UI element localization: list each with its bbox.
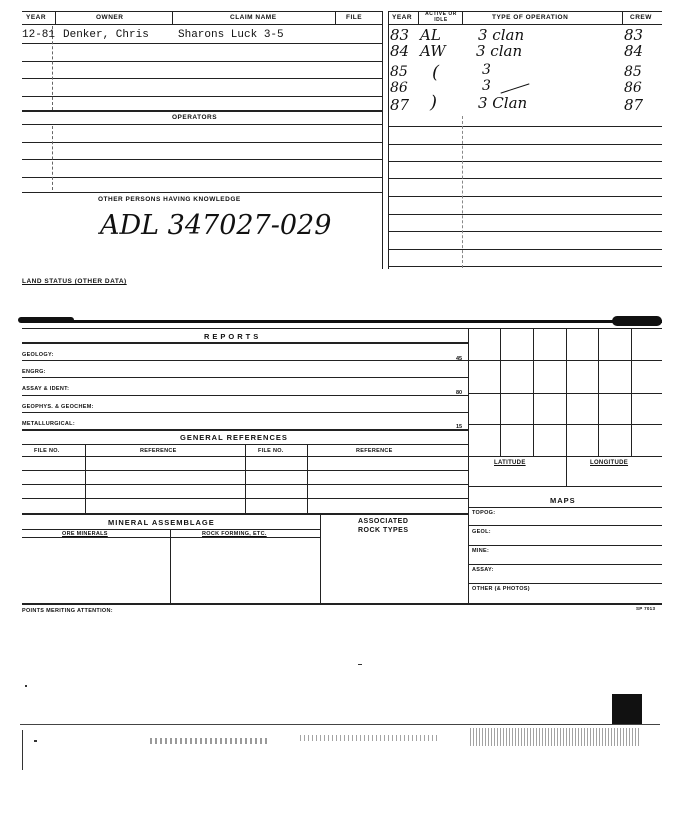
maps-topog-label: TOPOG: — [472, 510, 496, 516]
report-metallurgical-num: 15 — [456, 424, 463, 430]
operators-label: OPERATORS — [172, 114, 218, 121]
report-geology-num: 45 — [456, 356, 463, 362]
maps-title: MAPS — [550, 496, 576, 505]
binder-mark-right — [612, 316, 662, 326]
reports-title: REPORTS — [204, 332, 262, 341]
op-row-0-year: 83 — [390, 26, 410, 44]
op-row-3-crew: 86 — [624, 80, 642, 96]
report-geophys-label: GEOPHYS. & GEOCHEM: — [22, 404, 94, 410]
land-status-label: LAND STATUS (OTHER DATA) — [22, 278, 127, 285]
maps-other-label: OTHER (& PHOTOS) — [472, 586, 530, 592]
gen-ref-reference-1: REFERENCE — [140, 448, 177, 454]
op-row-4-year: 87 — [390, 96, 410, 114]
maps-geol-label: GEOL: — [472, 529, 491, 535]
op-row-2-type: 3 — [482, 62, 491, 78]
other-persons-label: OTHER PERSONS HAVING KNOWLEDGE — [98, 196, 241, 203]
points-meriting-label: POINTS MERITING ATTENTION: — [22, 608, 113, 614]
type-of-operation-header: TYPE OF OPERATION — [492, 14, 569, 21]
op-row-0-status: AL — [420, 26, 441, 44]
report-geology-label: GEOLOGY: — [22, 352, 54, 358]
owner-year-header: YEAR — [26, 14, 47, 21]
report-assay-label: ASSAY & IDENT: — [22, 386, 70, 392]
form-code: SP 7013 — [636, 606, 656, 611]
claim-name-header: CLAIM NAME — [230, 14, 277, 21]
op-year-header: YEAR — [392, 14, 413, 21]
op-row-4-crew: 87 — [624, 96, 644, 114]
associated-line-1: ASSOCIATED — [358, 518, 409, 525]
crew-header: CREW — [630, 14, 652, 21]
mineral-assemblage-title: MINERAL ASSEMBLAGE — [108, 518, 215, 527]
gen-ref-reference-2: REFERENCE — [356, 448, 393, 454]
op-row-4-status: ) — [430, 92, 438, 113]
op-row-3-type: 3 — [482, 78, 491, 94]
gen-ref-file-no-2: FILE NO. — [258, 448, 284, 454]
op-row-0-crew: 83 — [624, 26, 644, 44]
op-row-2-year: 85 — [390, 64, 408, 80]
latitude-label: LATITUDE — [494, 460, 526, 466]
active-idle-header: ACTIVE OR IDLE — [425, 11, 457, 23]
report-assay-num: 80 — [456, 390, 463, 396]
associated-line-2: ROCK TYPES — [358, 527, 409, 534]
op-row-2-status: ( — [432, 62, 440, 83]
other-persons-value: ADL 347027-029 — [100, 210, 332, 241]
owner-row-owner: Denker, Chris — [63, 29, 149, 41]
op-row-1-year: 84 — [390, 42, 410, 60]
op-row-1-type: 3 clan — [476, 42, 523, 60]
op-row-3-year: 86 — [390, 80, 408, 96]
owner-row-claim-name: Sharons Luck 3-5 — [178, 29, 284, 41]
op-row-0-type: 3 clan — [478, 26, 525, 44]
op-row-4-type: 3 Clan — [478, 94, 528, 112]
longitude-label: LONGITUDE — [590, 460, 629, 466]
ore-minerals-label: ORE MINERALS — [62, 531, 108, 537]
maps-assay-label: ASSAY: — [472, 567, 494, 573]
binder-mark-left — [18, 317, 74, 323]
op-row-2-crew: 85 — [624, 64, 642, 80]
maps-mine-label: MINE: — [472, 548, 490, 554]
check-mark — [501, 83, 530, 93]
general-references-title: GENERAL REFERENCES — [180, 433, 288, 442]
op-row-1-status: AW — [420, 42, 446, 60]
gen-ref-file-no-1: FILE NO. — [34, 448, 60, 454]
op-row-1-crew: 84 — [624, 42, 644, 60]
report-engrg-label: ENGRG: — [22, 369, 46, 375]
owner-header: OWNER — [96, 14, 124, 21]
report-metallurgical-label: METALLURGICAL: — [22, 421, 75, 427]
owner-row-year: 12-81 — [22, 29, 56, 41]
rock-forming-label: ROCK FORMING, ETC. — [202, 531, 267, 537]
file-header: FILE — [346, 14, 363, 21]
